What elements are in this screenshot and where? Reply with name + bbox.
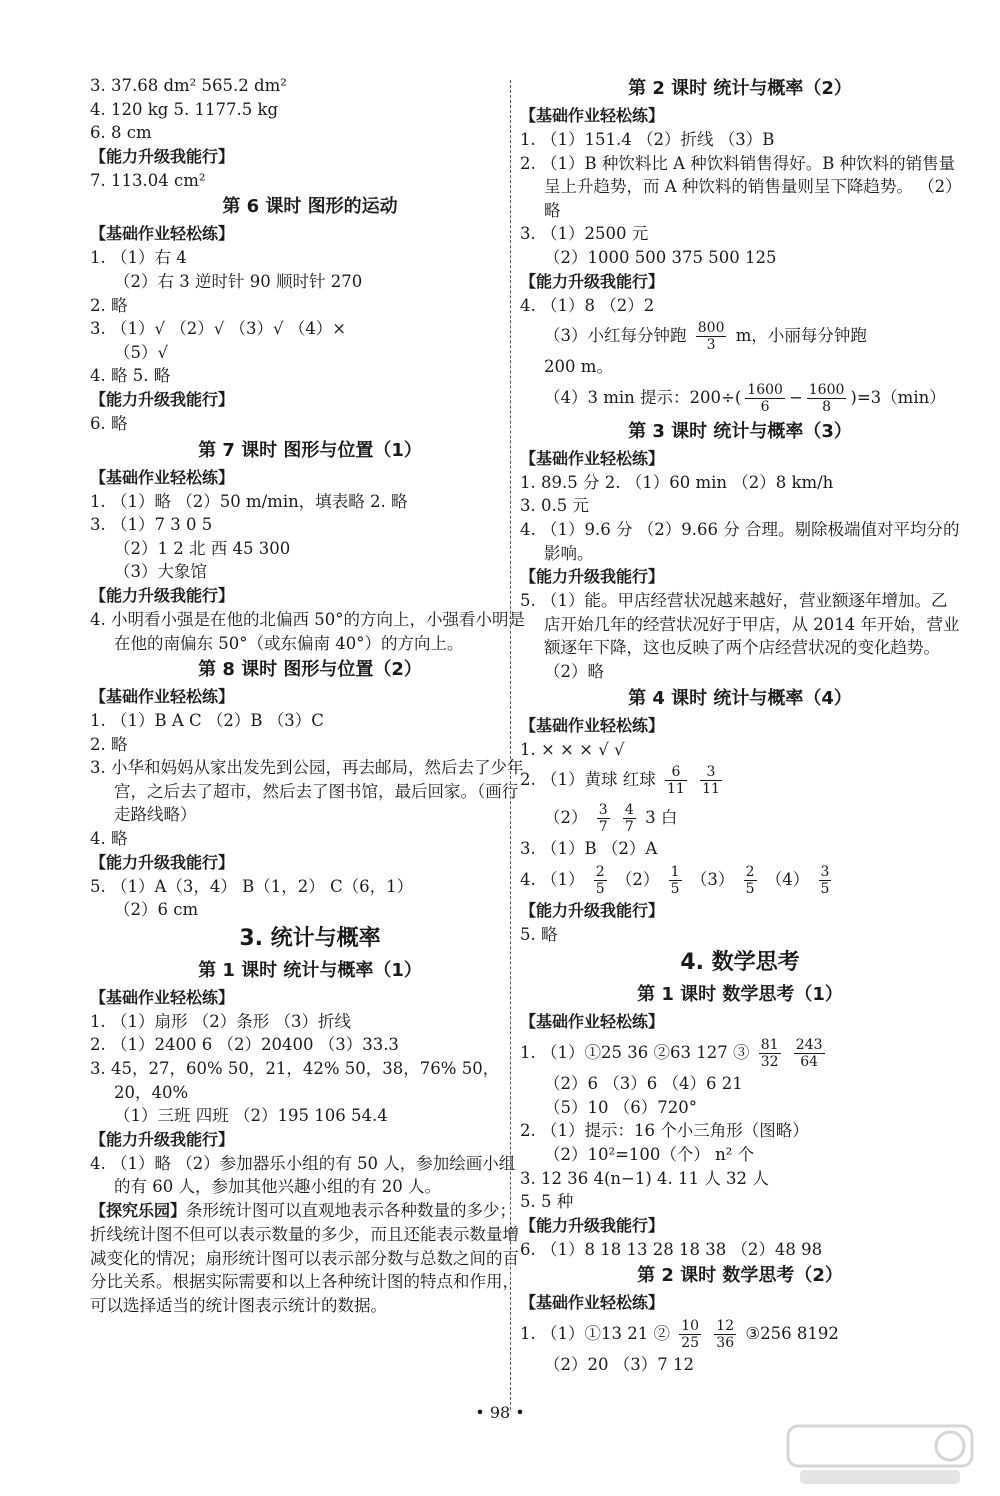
fraction-denominator: 5 [595, 880, 605, 897]
fraction [597, 802, 610, 835]
explore-text: 条形统计图可以直观地表示各种数量的多少；折线统计图不但可以表示数量的多少，而且还能表示数量增减变化的情况；扇形统计图可以表示部分数与总数之间的百分比关系。根据实际需要和以上各种统计图的特点和作用，可以选择适当的统计图表示统计的数据。 [90, 1201, 519, 1315]
fraction-denominator: 32 [760, 1054, 779, 1071]
answer-line: （2）6 cm [114, 900, 199, 920]
answer-line: 1. （1）右 4 [90, 248, 187, 268]
fraction-numerator: 10 [681, 1318, 700, 1335]
answer-line: 2. （1）提示：16 个小三角形（图略） [520, 1121, 809, 1141]
answer-line [520, 1034, 960, 1072]
fraction [819, 864, 832, 897]
answer-line: 6. 略 [90, 413, 128, 433]
answer-line: 3. 12 36 4(n−1) 4. 11 人 32 人 [520, 1168, 769, 1188]
answer-line: 1. × × × √ √ [520, 739, 625, 759]
minus-sign: − [788, 387, 803, 407]
fraction-numerator: 12 [716, 1318, 735, 1335]
fraction-denominator: 6 [760, 398, 770, 415]
fraction-denominator: 64 [800, 1054, 819, 1071]
fraction-numerator: 1600 [747, 381, 783, 398]
fraction [794, 1037, 825, 1070]
fraction-numerator: 1600 [808, 381, 845, 398]
lesson-heading: 第 8 课时 图形与位置（2） [198, 659, 422, 681]
right-column [520, 74, 960, 1377]
answer-line: 5. （1）A（3，4） B（1，2） C（6，1） [90, 876, 414, 896]
answer-line: （2）1 2 北 西 45 300 [114, 538, 291, 558]
fraction-denominator: 5 [820, 880, 830, 897]
answer-text: 1. （1）①13 21 ② [520, 1324, 670, 1344]
section-tag: 【能力升级我能行】 [90, 146, 235, 166]
section-tag: 【基础作业轻松练】 [90, 467, 235, 487]
answer-line: 4. 略 [90, 829, 128, 849]
answer-line: 1. （1）B A C （2）B （3）C [90, 711, 324, 731]
fraction [745, 382, 785, 415]
fraction-numerator: 800 [697, 320, 725, 337]
fraction-numerator: 2 [745, 863, 755, 880]
answer-line: 200 m。 [544, 357, 613, 377]
section-tag: 【探究乐园】 [90, 1201, 187, 1220]
section-tag: 【能力升级我能行】 [90, 852, 235, 872]
fraction-numerator: 81 [760, 1037, 779, 1054]
answer-line: 7. 113.04 cm² [90, 170, 206, 190]
lesson-heading: 第 2 课时 统计与概率（2） [628, 78, 852, 99]
answer-text: （3） [690, 869, 735, 889]
answer-paragraph: 4. 小明看小强是在他的北偏西 50°的方向上，小强看小明是在他的南偏东 50°（或东偏南 40°）的方向上。 [90, 609, 525, 653]
answer-line: 1. 89.5 分 2. （1）60 min （2）8 km/h [520, 472, 834, 492]
section-tag: 【能力升级我能行】 [520, 900, 665, 920]
answer-line: 3. （1）2500 元 [520, 224, 649, 244]
section-tag: 【基础作业轻松练】 [520, 106, 665, 125]
fraction-numerator: 4 [624, 802, 634, 819]
section-tag: 【基础作业轻松练】 [90, 224, 235, 244]
answer-line: 3. 37.68 dm² 565.2 dm² [90, 76, 287, 95]
fraction-denominator: 36 [716, 1335, 735, 1352]
answer-text: 1. （1）①25 36 ②63 127 ③ [520, 1043, 750, 1063]
fraction [669, 864, 682, 897]
section-tag: 【基础作业轻松练】 [520, 448, 665, 468]
answer-line: 4. 略 5. 略 [90, 366, 171, 386]
answer-paragraph: 3. 45，27，60% 50，21，42% 50，38，76% 50，20，40% [90, 1059, 500, 1102]
section-tag: 【基础作业轻松练】 [520, 715, 665, 735]
answer-paragraph: 3. 小华和妈妈从家出发先到公园，再去邮局，然后去了少年宫，之后去了超市，然后去了图书馆，最后回家。（画行走路线略） [90, 758, 524, 825]
section-tag: 【能力升级我能行】 [90, 389, 235, 409]
fraction [623, 802, 636, 835]
fraction [744, 864, 757, 897]
answer-line: 1. （1）略 （2）50 m/min，填表略 2. 略 [90, 491, 408, 511]
lesson-heading: 第 1 课时 数学思考（1） [637, 984, 843, 1006]
lesson-heading: 第 1 课时 统计与概率（1） [198, 959, 422, 981]
fraction-denominator: 7 [598, 819, 608, 836]
answer-line: 2. 略 [90, 295, 128, 315]
answer-line: 5. 略 [520, 924, 558, 944]
answer-line: （2）20 （3）7 12 [544, 1355, 694, 1375]
fraction-numerator: 2 [595, 863, 605, 880]
section-tag: 【能力升级我能行】 [90, 585, 235, 605]
answer-line: 3. （1）B （2）A [520, 839, 658, 859]
answer-line [520, 379, 960, 417]
fraction-denominator: 11 [702, 781, 720, 798]
lesson-heading: 第 3 课时 统计与概率（3） [628, 420, 852, 442]
answer-line: 5. 5 种 [520, 1192, 574, 1212]
answer-paragraph: 2. （1）B 种饮料比 A 种饮料销售得好。B 种饮料的销售量呈上升趋势，而 A 种饮料的销售量则呈下降趋势。 （2）略 [520, 153, 956, 220]
fraction-denominator: 3 [706, 337, 716, 354]
answer-text: （2） [544, 808, 588, 828]
fraction [759, 1037, 781, 1070]
answer-text: 2. （1）黄球 红球 [520, 770, 656, 790]
fraction-denominator: 5 [670, 880, 680, 897]
answer-line [520, 861, 960, 899]
answer-text: （3）小红每分钟跑 [544, 326, 687, 346]
answer-line: （2）6 （3）6 （4）6 21 [544, 1074, 743, 1094]
answer-line: （3）大象馆 [114, 562, 207, 582]
answer-text: )=3（min） [850, 387, 946, 407]
fraction-numerator: 6 [665, 764, 687, 781]
answer-text: 3 白 [645, 808, 678, 828]
answer-line: 6. 8 cm [90, 123, 152, 143]
fraction [700, 764, 722, 797]
section-tag: 【基础作业轻松练】 [90, 687, 235, 707]
answer-line [520, 761, 960, 799]
fraction [807, 382, 847, 415]
answer-text: （4） [765, 869, 810, 889]
section-tag: 【能力升级我能行】 [90, 1129, 235, 1149]
answer-line: （2）1000 500 375 500 125 [544, 247, 777, 267]
explore-paragraph [90, 1199, 530, 1317]
answer-paragraph: 4. （1）9.6 分 （2）9.66 分 合理。剔除极端值对平均分的影响。 [520, 519, 960, 563]
fraction-numerator: 3 [598, 802, 608, 819]
lesson-heading: 第 4 课时 统计与概率（4） [628, 687, 852, 709]
fraction [665, 764, 687, 797]
fraction-numerator: 1 [670, 863, 680, 880]
watermark-logo [780, 1420, 980, 1490]
lesson-heading: 第 2 课时 数学思考（2） [637, 1265, 843, 1287]
answer-line: 3. （1）7 3 0 5 [90, 515, 213, 535]
answer-text: 4. （1） [520, 869, 585, 889]
section-tag: 【能力升级我能行】 [520, 1215, 665, 1235]
answer-line: （5）10 （6）720° [544, 1097, 697, 1117]
answer-line: （1）三班 四班 （2）195 106 54.4 [114, 1106, 388, 1126]
answer-line: 1. （1）151.4 （2）折线 （3）B [520, 130, 775, 149]
answer-line: 2. （1）2400 6 （2）20400 （3）33.3 [90, 1035, 399, 1055]
answer-line [520, 799, 960, 837]
section-tag: 【能力升级我能行】 [520, 567, 665, 587]
fraction-numerator: 3 [820, 863, 830, 880]
chapter-heading: 3. 统计与概率 [239, 925, 381, 951]
fraction [696, 320, 727, 353]
fraction-denominator: 11 [666, 781, 685, 798]
answer-line: 6. （1）8 18 13 28 18 38 （2）48 98 [520, 1239, 823, 1259]
answer-line [520, 317, 960, 355]
fraction-denominator: 8 [822, 398, 832, 415]
answer-text: （2） [615, 869, 660, 889]
lesson-heading: 第 6 课时 图形的运动 [222, 196, 398, 218]
answer-line: 2. 略 [90, 734, 128, 754]
answer-line: 4. （1）8 （2）2 [520, 295, 655, 315]
section-tag: 【基础作业轻松练】 [520, 1012, 665, 1032]
answer-line: 4. 120 kg 5. 1177.5 kg [90, 99, 279, 119]
fraction-numerator: 3 [700, 764, 722, 781]
fraction-denominator: 25 [681, 1335, 700, 1352]
fraction-denominator: 5 [745, 880, 755, 897]
answer-paragraph: 5. （1）能。甲店经营状况越来越好，营业额逐年增加。乙店开始几年的经营状况好于甲店，从 2014 年开始，营业额逐年下降，这也反映了两个店经营状况的变化趋势。 （2）略 [520, 591, 960, 681]
fraction [594, 864, 607, 897]
chapter-heading: 4. 数学思考 [680, 950, 800, 976]
answer-line [520, 1315, 960, 1353]
answer-line: 3. （1）√ （2）√ （3）√ （4）× [90, 319, 347, 339]
fraction-denominator: 7 [624, 819, 634, 836]
answer-line: 3. 0.5 元 [520, 496, 589, 516]
answer-text: m，小丽每分钟跑 [735, 326, 867, 346]
fraction [714, 1318, 736, 1351]
section-tag: 【基础作业轻松练】 [90, 987, 235, 1007]
lesson-heading: 第 7 课时 图形与位置（1） [198, 439, 422, 461]
answer-text: （4）3 min 提示：200÷( [544, 387, 742, 407]
left-column [90, 74, 530, 1317]
answer-line: （2）右 3 逆时针 90 顺时针 270 [114, 271, 363, 291]
answer-line: （2）10²=100（个） n² 个 [544, 1145, 755, 1165]
answer-line: 1. （1）扇形 （2）条形 （3）折线 [90, 1011, 351, 1031]
fraction [679, 1318, 701, 1351]
section-tag: 【能力升级我能行】 [520, 271, 665, 291]
fraction-numerator: 243 [795, 1037, 823, 1054]
answer-line: （5）√ [114, 342, 169, 362]
answer-paragraph: 4. （1）略 （2）参加器乐小组的有 50 人，参加绘画小组的有 60 人，参加其他兴趣小组的有 20 人。 [90, 1153, 516, 1197]
answer-text: ③256 8192 [745, 1324, 839, 1344]
page-number: • 98 • [475, 1403, 525, 1422]
section-tag: 【基础作业轻松练】 [520, 1293, 665, 1313]
